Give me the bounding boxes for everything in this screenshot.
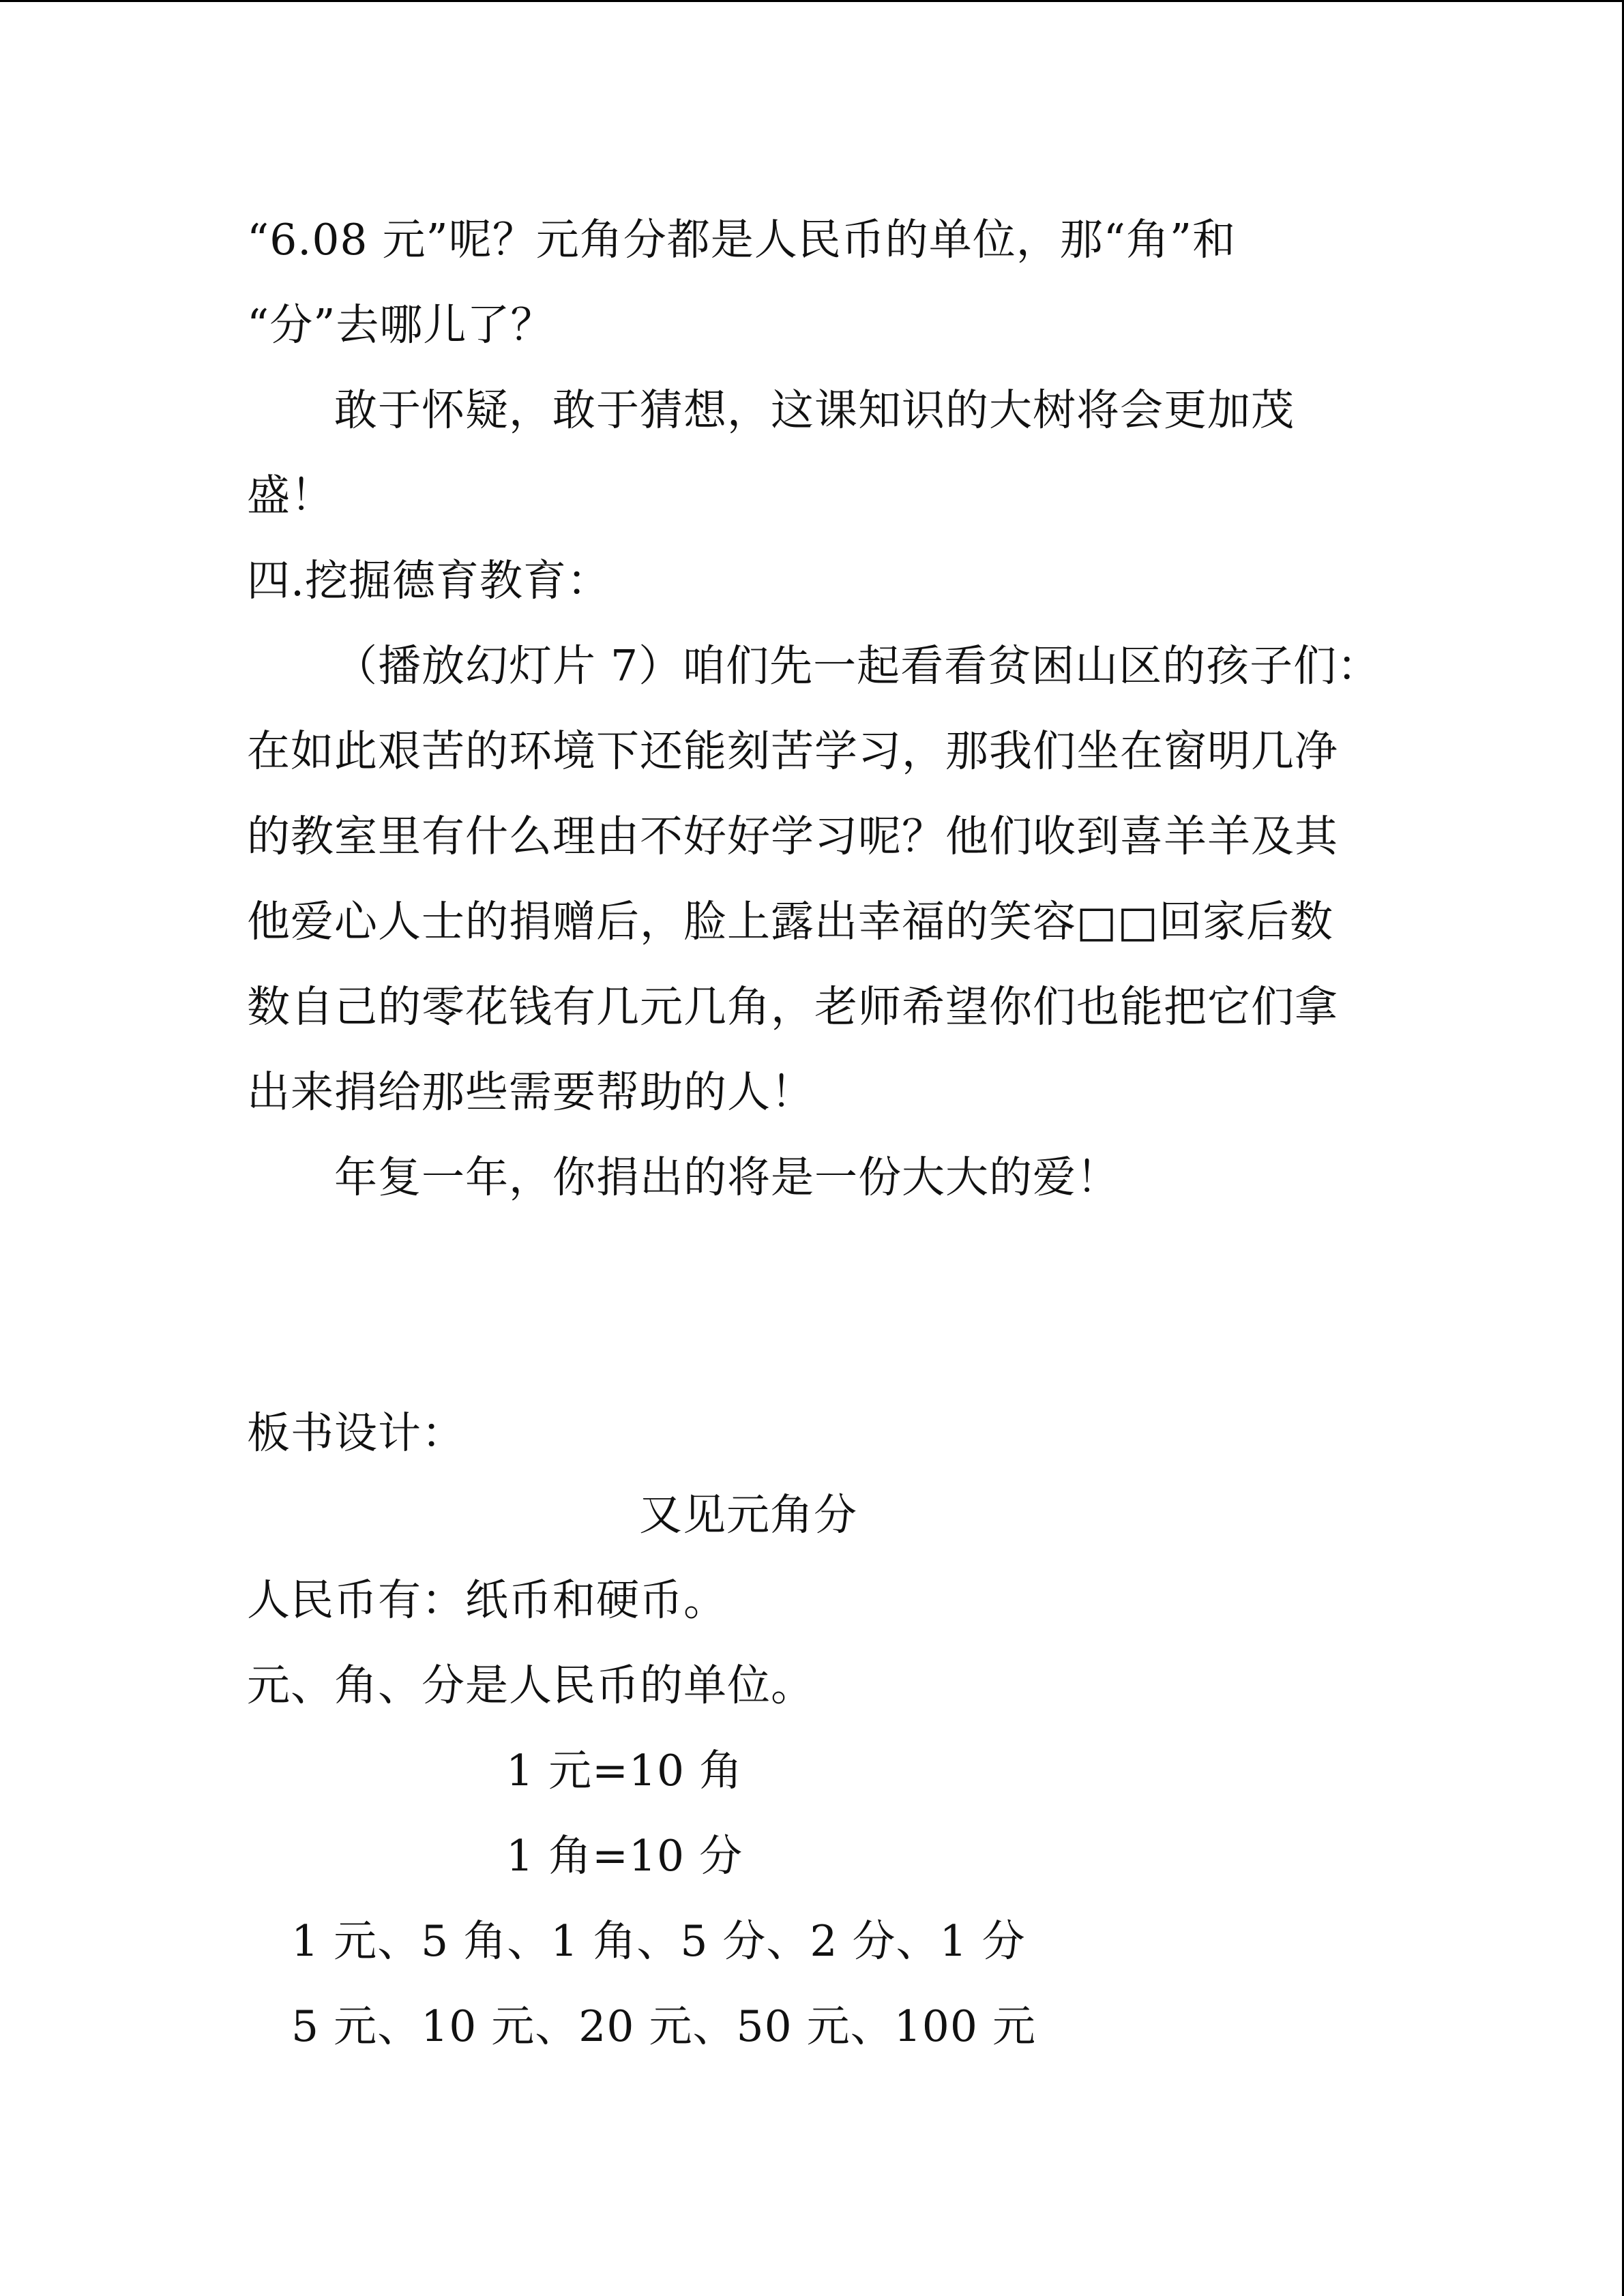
paragraph-2-line-1: 敢于怀疑，敢于猜想，这课知识的大树将会更加茂: [334, 385, 1295, 435]
paragraph-1-line-2: “分”去哪儿了？: [247, 300, 555, 350]
board-note-denominations: 5 元、10 元、20 元、50 元、100 元: [291, 2001, 1036, 2051]
paragraph-3-line-3: 的教室里有什么理由不好好学习呢？他们收到喜羊羊及其: [247, 811, 1338, 861]
board-line-currency-types: 人民币有：纸币和硬币。: [247, 1575, 727, 1625]
board-equation-yuan-jiao: 1 元=10 角: [506, 1746, 743, 1795]
board-coin-denominations: 1 元、5 角、1 角、5 分、2 分、1 分: [291, 1916, 1026, 1966]
paragraph-3-line-4: 他爱心人士的捐赠后，脸上露出幸福的笑容□□回家后数: [247, 897, 1334, 946]
page-top-border: [0, 0, 1624, 2]
paragraph-3-line-6: 出来捐给那些需要帮助的人！: [247, 1067, 814, 1117]
paragraph-1-line-1: “6.08 元”呢？元角分都是人民币的单位，那“角”和: [247, 215, 1237, 265]
board-equation-jiao-fen: 1 角=10 分: [506, 1831, 743, 1881]
paragraph-3-line-2: 在如此艰苦的环境下还能刻苦学习，那我们坐在窗明几净: [247, 726, 1338, 776]
section-4-heading: 四.挖掘德育教育：: [247, 556, 611, 606]
board-line-currency-units: 元、角、分是人民币的单位。: [247, 1660, 814, 1710]
board-design-heading: 板书设计：: [247, 1408, 465, 1458]
paragraph-2-line-2: 盛！: [247, 471, 334, 520]
paragraph-3-line-5: 数自己的零花钱有几元几角，老师希望你们也能把它们拿: [247, 982, 1338, 1032]
board-title: 又见元角分: [639, 1490, 857, 1540]
paragraph-4-line-1: 年复一年，你捐出的将是一份大大的爱！: [334, 1152, 1120, 1202]
paragraph-3-line-1: （播放幻灯片 7）咱们先一起看看贫困山区的孩子们：: [334, 641, 1381, 691]
